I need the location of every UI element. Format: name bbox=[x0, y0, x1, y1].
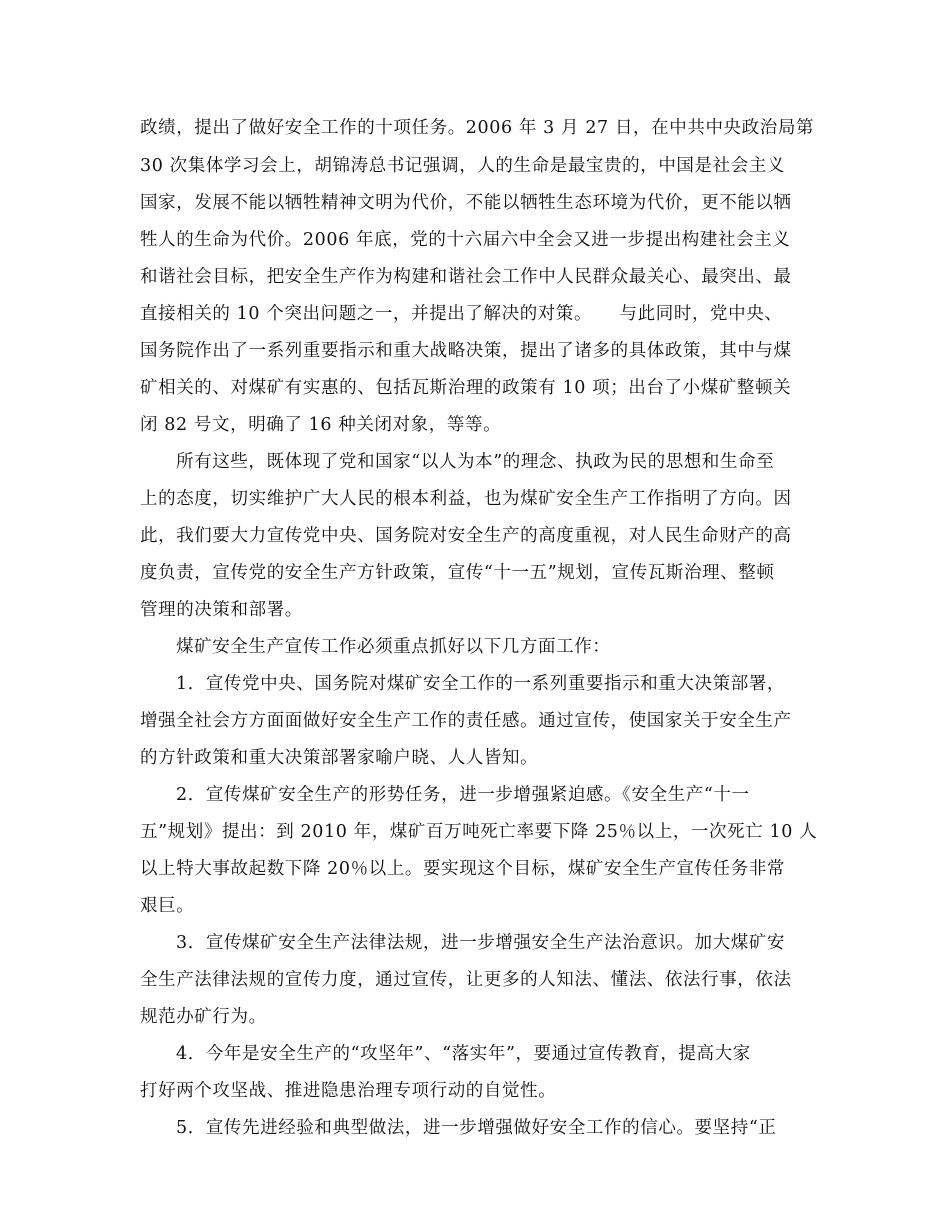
text-line: 3．宣传煤矿安全生产法律法规，进一步增强安全生产法治意识。加大煤矿安 bbox=[176, 933, 786, 953]
text-line: 政绩，提出了做好安全工作的十项任务。2006 年 3 月 27 日，在中共中央政治局第 bbox=[140, 118, 815, 138]
text-line: 1．宣传党中央、国务院对煤矿安全工作的一系列重要指示和重大决策部署， bbox=[176, 674, 786, 694]
text-line: 打好两个攻坚战、推进隐患治理专项行动的自觉性。 bbox=[140, 1081, 557, 1101]
text-line: 和谐社会目标，把安全生产作为构建和谐社会工作中人民群众最关心、最突出、最 bbox=[140, 267, 792, 287]
text-line: 增强全社会方方面面做好安全生产工作的责任感。通过宣传，使国家关于安全生产 bbox=[140, 711, 792, 731]
text-line: 直接相关的 10 个突出问题之一，并提出了解决的对策。 与此同时，党中央、 bbox=[140, 304, 783, 324]
text-line: 30 次集体学习会上，胡锦涛总书记强调，人的生命是最宝贵的，中国是社会主义 bbox=[140, 156, 786, 176]
text-line: 五”规划》提出：到 2010 年，煤矿百万吨死亡率要下降 25％以上，一次死亡 10 人 bbox=[140, 822, 818, 842]
text-line: 4．今年是安全生产的“攻坚年”、“落实年”，要通过宣传教育，提高大家 bbox=[176, 1044, 751, 1064]
text-line: 2．宣传煤矿安全生产的形势任务，进一步增强紧迫感。《安全生产“十一 bbox=[176, 785, 750, 805]
text-line: 所有这些，既体现了党和国家“以人为本”的理念、执政为民的思想和生命至 bbox=[176, 452, 775, 472]
text-line: 上的态度，切实维护广大人民的根本利益，也为煤矿安全生产工作指明了方向。因 bbox=[140, 489, 792, 509]
text-line: 牲人的生命为代价。2006 年底，党的十六届六中全会又进一步提出构建社会主义 bbox=[140, 230, 791, 250]
text-line: 的方针政策和重大决策部署家喻户晓、人人皆知。 bbox=[140, 748, 539, 768]
text-line: 管理的决策和部署。 bbox=[140, 600, 303, 620]
text-line: 度负责，宣传党的安全生产方针政策，宣传“十一五”规划，宣传瓦斯治理、整顿 bbox=[140, 563, 775, 583]
text-line: 以上特大事故起数下降 20％以上。要实现这个目标，煤矿安全生产宣传任务非常 bbox=[140, 859, 786, 879]
text-line: 煤矿安全生产宣传工作必须重点抓好以下几方面工作： bbox=[176, 637, 611, 657]
text-line: 国务院作出了一系列重要指示和重大战略决策，提出了诸多的具体政策，其中与煤 bbox=[140, 341, 792, 361]
text-line: 全生产法律法规的宣传力度，通过宣传，让更多的人知法、懂法、依法行事，依法 bbox=[140, 970, 792, 990]
text-line: 闭 82 号文，明确了 16 种关闭对象，等等。 bbox=[140, 415, 502, 435]
text-line: 矿相关的、对煤矿有实惠的、包括瓦斯治理的政策有 10 项；出台了小煤矿整顿关 bbox=[140, 378, 792, 398]
text-line: 5．宣传先进经验和典型做法，进一步增强做好安全工作的信心。要坚持“正 bbox=[176, 1118, 777, 1138]
text-line: 艰巨。 bbox=[140, 896, 195, 916]
text-line: 此，我们要大力宣传党中央、国务院对安全生产的高度重视，对人民生命财产的高 bbox=[140, 526, 792, 546]
text-line: 规范办矿行为。 bbox=[140, 1007, 267, 1027]
text-line: 国家，发展不能以牺牲精神文明为代价，不能以牺牲生态环境为代价，更不能以牺 bbox=[140, 193, 792, 213]
